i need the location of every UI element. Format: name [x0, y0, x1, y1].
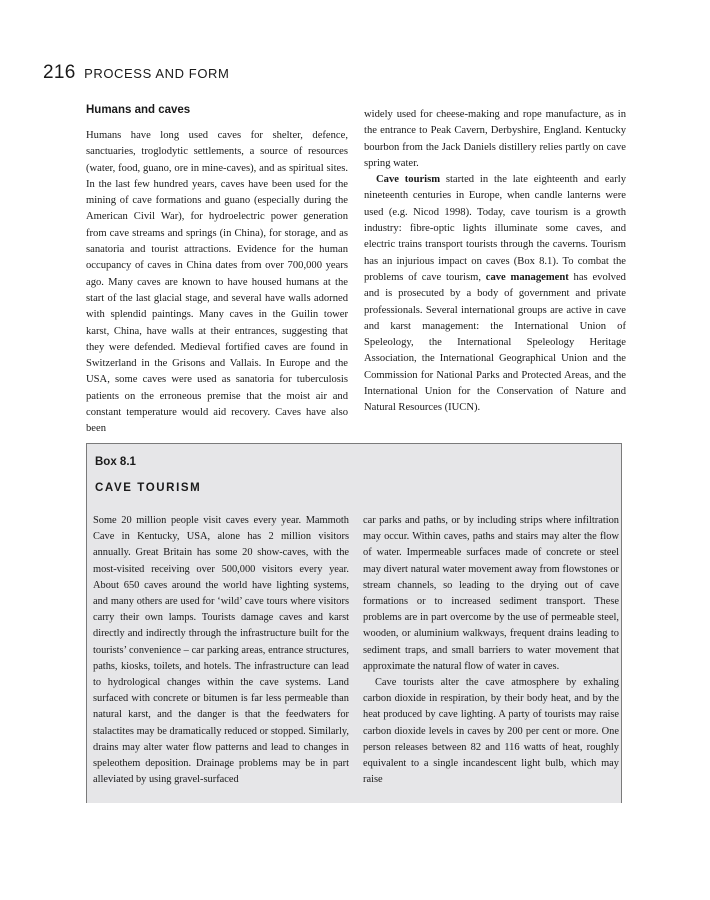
- body-text: has evolved and is prosecuted by a body of government and private professionals. Several international groups are active in cave and karst management: the International Union of Speleology, the International Speleology Heritage Association, the International Geographical Union and the Commission for National Parks and Protected Areas, and the International Union for the Conservation of Nature and Natural Resources (IUCN).: [364, 271, 626, 414]
- box-cave-tourism: [86, 443, 622, 803]
- body-paragraph: widely used for cheese-making and rope manufacture, as in the entrance to Peak Cavern, Derbyshire, England. Kentucky bourbon from the Jack Daniels distillery relies partly on cave spring water.: [364, 109, 626, 169]
- box-right-column: [363, 513, 619, 788]
- right-column: [364, 107, 626, 417]
- keyword-cave-tourism: Cave tourism: [376, 174, 441, 186]
- box-title: CAVE TOURISM: [95, 482, 202, 494]
- left-column: [86, 103, 348, 438]
- keyword-cave-management: cave management: [485, 271, 569, 283]
- box-paragraph: car parks and paths, or by including strips where infiltration may occur. Within caves, paths and stairs may alter the flow of water. Impermeable surfaces made of concrete or steel may divert natural water movement away from flowstones or stream channels, so leading to the drying out of cave formations or to increased sediment transport. These problems are in part overcome by the use of permeable steel, wooden, or aluminium walkways, frequent drains leading to sediment traps, and small barriers to water movement that approximate the natural flow of water in caves.: [363, 515, 619, 672]
- box-paragraph: Some 20 million people visit caves every year. Mammoth Cave in Kentucky, USA, alone has 2 million visitors annually. Great Britain has some 20 show-caves, with the most-visited receiving over 500,000 visitors every year. About 650 caves around the world have lighting systems, and many others are used for ‘wild’ cave tours where visitors carry their own lamps. Tourists damage caves and karst directly and indirectly through the infrastructure built for the tourists’ convenience – car parking areas, entrance structures, paths, kiosks, toilets, and hotels. The infrastructure can lead to hydrological changes within the cave systems. Land surfaced with concrete or bitumen is far less permeable than natural karst, and the danger is that the feedwaters for stalactites may be dramatically reduced or stopped. Similarly, drains may alter water flow patterns and lead to changes in speleothem deposition. Drainage problems may be in part alleviated by using gravel-surfaced: [93, 515, 349, 786]
- section-title: PROCESS AND FORM: [84, 66, 230, 81]
- body-paragraph: Humans have long used caves for shelter, defence, sanctuaries, troglodytic settlements, a source of resources (water, food, guano, ore in mine-caves), and as spiritual sites. In the last few hundred years, caves have been used for the mining of cave formations and guano (especially during the American Civil War), for hydroelectric power generation from cave streams and springs (in China), for storage, and as sanatoria and tourist attractions. Evidence for the human occupancy of caves in China dates from over 700,000 years ago. Many caves are known to have housed humans at the start of the last glacial stage, and several have walls adorned with splendid paintings. Many caves in the Guilin tower karst, China, have walls at their entrances, suggesting that they were defended. Medieval fortified caves are found in Switzerland in the Grisons and Vallais. In Europe and the USA, some caves were used as sanatoria for tuberculosis patients on the erroneous premise that the moist air and constant temperature would aid recovery. Caves have also been: [86, 130, 348, 435]
- body-paragraph: [364, 172, 626, 416]
- page-number: 216: [43, 62, 76, 83]
- running-head: [43, 62, 229, 84]
- box-paragraph: Cave tourists alter the cave atmosphere by exhaling carbon dioxide in respiration, by their body heat, and by the heat produced by cave lighting. A party of tourists may raise carbon dioxide levels in caves by 200 per cent or more. One person releases between 82 and 116 watts of heat, roughly equivalent to a single incandescent light bulb, which may raise: [363, 677, 619, 786]
- body-text: started in the late eighteenth and early nineteenth centuries in Europe, when candle lanterns were used (e.g. Nicod 1998). Today, cave tourism is a growth industry: fibre-optic lights illuminate some caves, and electric trains transport tourists through the caverns. Tourism has an injurious impact on caves (Box 8.1). To combat the problems of cave tourism,: [364, 174, 626, 283]
- subheading: Humans and caves: [86, 104, 191, 116]
- box-left-column: [93, 513, 349, 788]
- box-label: Box 8.1: [95, 456, 136, 468]
